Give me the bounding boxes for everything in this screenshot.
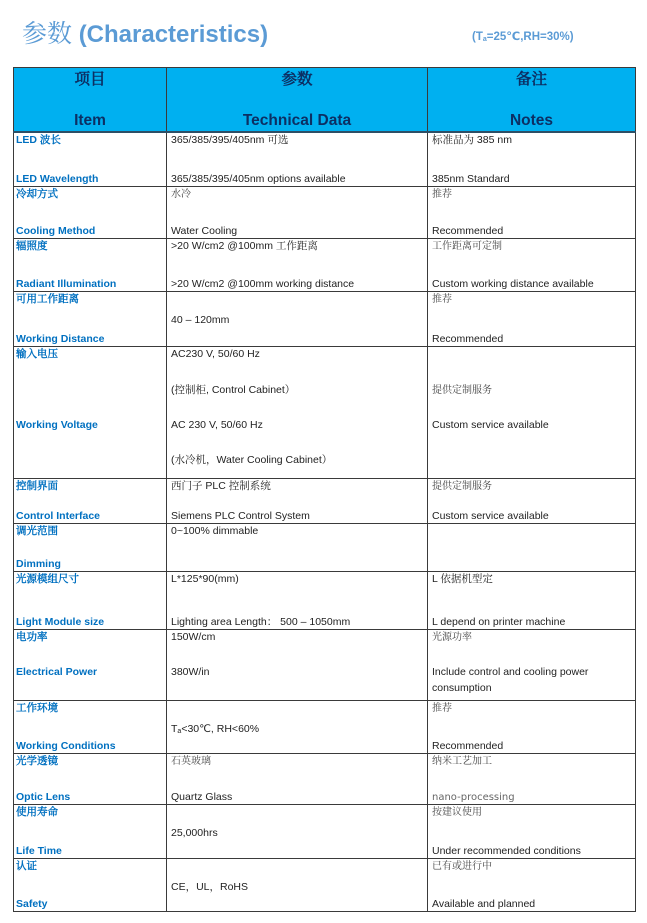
item-label-en: Working Distance (16, 332, 105, 345)
note-line: 光源功率 (432, 631, 472, 643)
table-row (14, 478, 636, 523)
note-cell (428, 523, 636, 571)
note-cell (428, 804, 636, 858)
item-label-cn: 控制界面 (16, 479, 58, 492)
page-title-en: (Characteristics) (78, 21, 269, 48)
note-line: 推荐 (432, 188, 452, 200)
cond-prefix: (T (472, 31, 483, 43)
value-line: 0~100% dimmable (171, 524, 259, 537)
value-line: 380W/in (171, 665, 210, 678)
value-cell (167, 700, 428, 753)
item-cell (14, 238, 167, 291)
test-conditions (472, 29, 574, 43)
note-cell (428, 753, 636, 804)
value-cell (167, 804, 428, 858)
item-label-cn: 工作环境 (16, 701, 58, 714)
value-cell (167, 858, 428, 911)
item-label-cn: 冷却方式 (16, 187, 58, 200)
item-label-cn: 调光范围 (16, 524, 58, 537)
note-cell (428, 571, 636, 629)
table-row (14, 571, 636, 629)
item-cell (14, 523, 167, 571)
value-line: 水冷 (171, 188, 191, 200)
table-row (14, 346, 636, 478)
note-line: Recommended (432, 739, 504, 752)
note-line: 推荐 (432, 702, 452, 714)
value-line: L*125*90(mm) (171, 572, 239, 585)
table-row (14, 132, 636, 186)
value-cell (167, 571, 428, 629)
value-line: 石英玻璃 (171, 755, 211, 767)
item-label-cn: 光源模组尺寸 (16, 572, 79, 585)
value-cell (167, 629, 428, 700)
item-label-en: Working Voltage (16, 418, 98, 431)
note-line: Custom working distance available (432, 277, 594, 290)
item-cell (14, 291, 167, 346)
note-cell (428, 346, 636, 478)
value-line: (水冷机，Water Cooling Cabinet） (171, 453, 333, 466)
value-cell (167, 478, 428, 523)
value-line: Water Cooling (171, 224, 238, 237)
value-line: 365/385/395/405nm 可选 (171, 134, 289, 146)
value-line: >20 W/cm2 @100mm 工作距离 (171, 239, 318, 252)
column-header-en: Item (74, 112, 106, 129)
table-row (14, 858, 636, 911)
note-line: Available and planned (432, 897, 536, 910)
table-row (14, 804, 636, 858)
note-line: consumption (432, 681, 492, 694)
column-header-en: Notes (509, 112, 554, 129)
page-title-cn: 参数 (22, 20, 73, 48)
characteristics-table (13, 67, 636, 912)
value-cell (167, 346, 428, 478)
note-line: 工作距离可定制 (432, 240, 502, 252)
value-prefix: T (171, 722, 178, 735)
value-line: 25,000hrs (171, 826, 218, 839)
note-cell (428, 238, 636, 291)
value-cell (167, 186, 428, 238)
item-label-en: Life Time (16, 844, 62, 857)
note-line: Recommended (432, 332, 504, 345)
column-header-cn: 参数 (281, 71, 313, 88)
item-label-en: Working Conditions (16, 739, 116, 752)
item-label-en: Control Interface (16, 509, 101, 522)
item-label-en: Electrical Power (16, 665, 98, 678)
item-label-en: Optic Lens (16, 790, 71, 803)
value-cell (167, 291, 428, 346)
item-label-en: LED Wavelength (16, 172, 99, 185)
note-line: nano-processing (432, 791, 515, 803)
note-line: 纳米工艺加工 (432, 755, 492, 767)
cond-sub: a (482, 36, 487, 43)
note-line: 已有或进行中 (432, 860, 492, 872)
note-cell (428, 186, 636, 238)
value-sub: a (177, 727, 182, 735)
item-label-cn: 输入电压 (16, 347, 58, 360)
note-cell (428, 132, 636, 186)
column-header-notes (428, 68, 636, 133)
item-cell (14, 629, 167, 700)
value-line: CE，UL，RoHS (171, 880, 249, 893)
note-cell (428, 858, 636, 911)
value-line: >20 W/cm2 @100mm working distance (171, 277, 355, 290)
note-line: 按建议使用 (432, 806, 482, 818)
value-line: Siemens PLC Control System (171, 509, 310, 522)
note-line: Recommended (432, 224, 504, 237)
note-line: L depend on printer machine (432, 615, 566, 628)
item-cell (14, 186, 167, 238)
note-line: 385nm Standard (432, 172, 510, 185)
item-cell (14, 858, 167, 911)
note-line: Under recommended conditions (432, 844, 581, 857)
column-header-cn: 备注 (515, 71, 547, 88)
value-line: Lighting area Length： 500 – 1050mm (171, 615, 351, 628)
value-cell (167, 238, 428, 291)
note-line: 提供定制服务 (432, 480, 492, 492)
page-title (22, 14, 268, 50)
value-rest: <30℃, RH<60% (181, 722, 260, 735)
column-header-cn: 项目 (74, 71, 106, 88)
table-row (14, 238, 636, 291)
cond-rest: =25℃,RH=30%) (486, 31, 574, 43)
value-line: AC 230 V, 50/60 Hz (171, 418, 263, 431)
table-row (14, 291, 636, 346)
value-cell (167, 523, 428, 571)
item-cell (14, 346, 167, 478)
note-cell (428, 629, 636, 700)
value-line: 365/385/395/405nm options available (171, 172, 346, 185)
item-label-cn: 认证 (16, 859, 37, 872)
value-line: 西门子 PLC 控制系统 (171, 479, 271, 492)
item-cell (14, 700, 167, 753)
note-line: 提供定制服务 (432, 384, 492, 396)
item-cell (14, 571, 167, 629)
item-label-en: Light Module size (16, 615, 105, 628)
note-cell (428, 478, 636, 523)
item-label-cn: 使用寿命 (16, 805, 58, 818)
value-line: Quartz Glass (171, 790, 233, 803)
value-line: (控制柜, Control Cabinet） (171, 383, 296, 396)
item-label-en: Cooling Method (16, 224, 96, 237)
item-cell (14, 132, 167, 186)
item-label-en: Dimming (16, 557, 61, 570)
column-header-technical-data (167, 68, 428, 133)
note-line: L 依据机型定 (432, 572, 493, 585)
note-cell (428, 700, 636, 753)
item-label-cn: 可用工作距离 (16, 292, 79, 305)
note-line: Custom service available (432, 418, 549, 431)
value-line: 40 – 120mm (171, 313, 230, 326)
table-row (14, 753, 636, 804)
item-cell (14, 804, 167, 858)
note-line: Include control and cooling power (432, 665, 589, 678)
note-line: 标准品为 385 nm (432, 134, 512, 146)
item-label-cn: 光学透镜 (16, 754, 58, 767)
item-cell (14, 753, 167, 804)
table-header-row (14, 68, 636, 133)
item-cell (14, 478, 167, 523)
value-cell (167, 753, 428, 804)
column-header-item (14, 68, 167, 133)
item-label-cn: LED 波长 (16, 134, 61, 146)
item-label-cn: 辐照度 (16, 239, 48, 252)
table-row (14, 186, 636, 238)
item-label-en: Safety (16, 897, 48, 910)
item-label-en: Radiant Illumination (16, 277, 117, 290)
table-row (14, 700, 636, 753)
table-row (14, 629, 636, 700)
value-line (171, 723, 259, 738)
table-row (14, 523, 636, 571)
note-line: Custom service available (432, 509, 549, 522)
note-line: 推荐 (432, 293, 452, 305)
item-label-cn: 电功率 (16, 630, 48, 643)
note-cell (428, 291, 636, 346)
value-line: 150W/cm (171, 630, 216, 643)
column-header-en: Technical Data (242, 112, 352, 129)
value-cell (167, 132, 428, 186)
value-line: AC230 V, 50/60 Hz (171, 347, 260, 360)
